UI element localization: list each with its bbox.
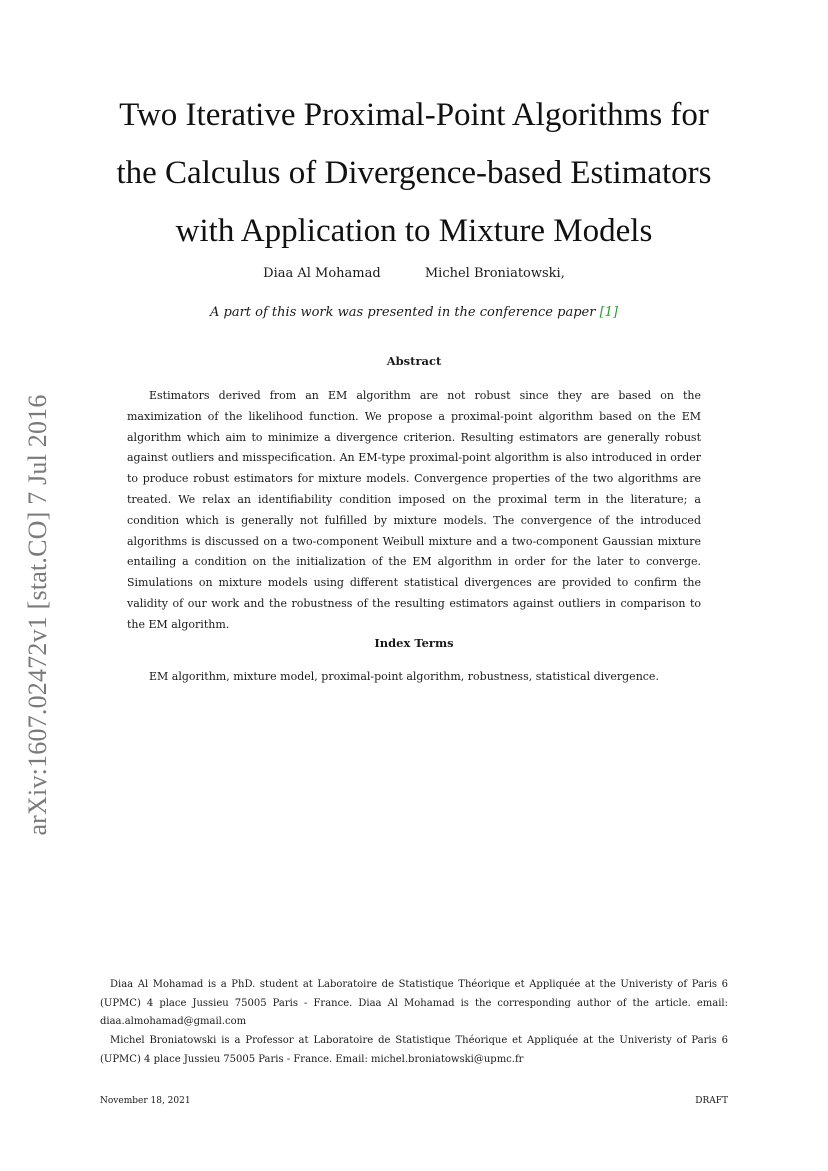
footnote-author-1: Diaa Al Mohamad is a PhD. student at Laboratoire de Statistique Théorique et Appliquée at the Univeristy of Paris 6 (UPMC) 4 place Jussieu 75005 Paris - France. Diaa Al Mohamad is the corresponding author of the article. email: diaa.almohamad@gmail.com [100,979,728,1027]
index-terms-heading: Index Terms [374,636,454,650]
index-terms-text: EM algorithm, mixture model, proximal-point algorithm, robustness, statistical divergence. [149,670,659,683]
title-line: Two Iterative Proximal-Point Algorithms for [119,97,709,133]
citation-link[interactable]: [1] [599,305,618,320]
arxiv-identifier-stamp: arXiv:1607.02472v1 [stat.CO] 7 Jul 2016 [23,394,52,836]
title-line: the Calculus of Divergence-based Estimators [116,155,712,191]
title-line: with Application to Mixture Models [175,213,653,249]
paper-title [80,86,748,260]
abstract-heading: Abstract [386,354,442,368]
footer-date: November 18, 2021 [100,1096,191,1106]
author-list [0,266,828,281]
author-name: Michel Broniatowski, [424,266,565,281]
footer-status: DRAFT [695,1096,728,1106]
author-name: Diaa Al Mohamad [263,266,381,281]
abstract-text: Estimators derived from an EM algorithm are not robust since they are based on the maximization of the likelihood function. We propose a proximal-point algorithm based on the EM algorithm which aim to minimize a divergence criterion. Resulting estimators are generally robust against outliers and misspecification. An EM-type proximal-point algorithm is also introduced in order to produce robust estimators for mixture models. Convergence properties of the two algorithms are treated. We relax an identifiability condition imposed on the proximal term in the literature; a condition which is generally not fulfilled by mixture models. The convergence of the introduced algorithms is discussed on a two-component Weibull mixture and a two-component Gaussian mixture entailing a condition on the initialization of the EM algorithm in order for the later to converge. Simulations on mixture models using different statistical divergences are provided to confirm the validity of our work and the robustness of the resulting estimators against outliers in comparison to the EM algorithm. [127,389,701,631]
conference-note [0,305,828,320]
conference-note-text: A part of this work was presented in the conference paper [209,305,600,320]
footnote-author-2: Michel Broniatowski is a Professor at Laboratoire de Statistique Théorique et Appliquée at the Univeristy of Paris 6 (UPMC) 4 place Jussieu 75005 Paris - France. Email: michel.broniatowski@upmc.fr [100,1035,728,1065]
page-footer [100,1096,728,1106]
